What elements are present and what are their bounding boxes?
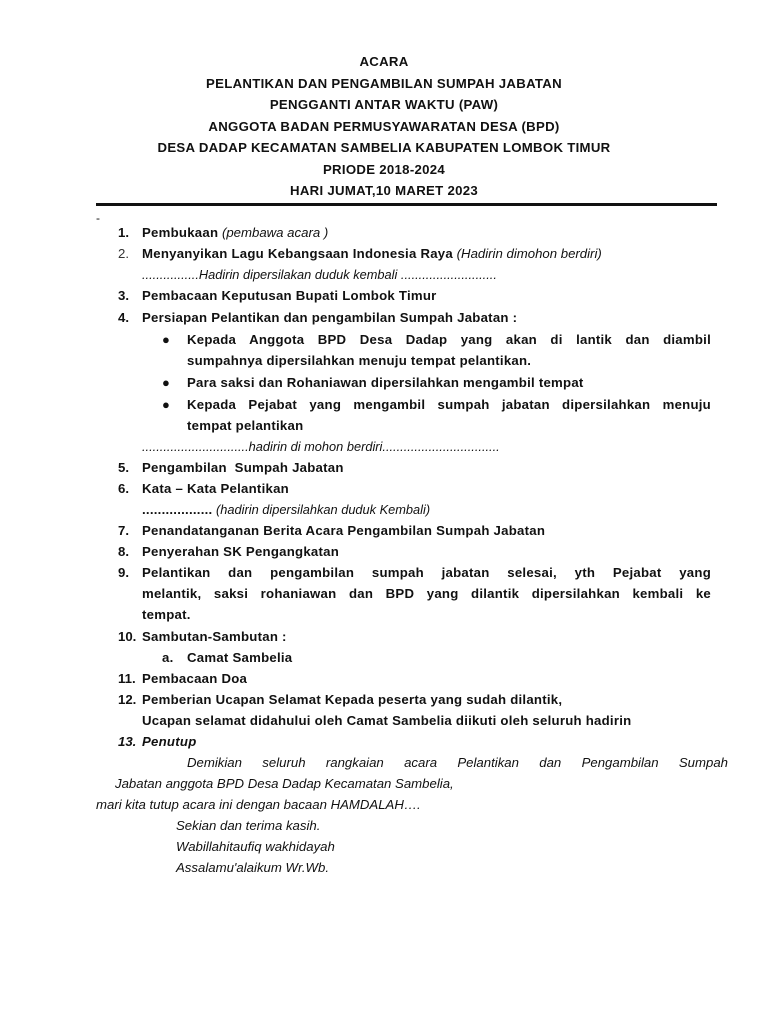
closing-salam: Assalamu'alaikum Wr.Wb.: [176, 860, 329, 875]
item-4-bullet-1-line-1: Kepada Anggota BPD Desa Dadap yang akan di lantik dan diambil: [187, 332, 711, 347]
item-number: 4.: [118, 310, 129, 325]
item-note: (hadirin dipersilahkan duduk Kembali): [212, 502, 431, 517]
header-bpd: ANGGOTA BADAN PERMUSYAWARATAN DESA (BPD): [208, 118, 560, 134]
item-text: Menyanyikan Lagu Kebangsaan Indonesia Raya: [142, 246, 453, 261]
item-4-bullet-3-line-1: Kepada Pejabat yang mengambil sumpah jabatan dipersilahkan menuju: [187, 397, 711, 412]
item-number: 5.: [118, 460, 129, 475]
document-header: [0, 51, 768, 202]
item-text: Sambutan-Sambutan :: [142, 629, 287, 644]
item-number: 7.: [118, 523, 129, 538]
item-4-instruction: ..............................hadirin di mohon berdiri.................................: [142, 439, 500, 454]
item-text: Pembacaan Keputusan Bupati Lombok Timur: [142, 288, 437, 303]
item-2-instruction: ................Hadirin dipersilakan duduk kembali ...........................: [142, 267, 497, 282]
header-paw: PENGGANTI ANTAR WAKTU (PAW): [269, 97, 499, 112]
item-text: Kata – Kata Pelantikan: [142, 481, 289, 496]
item-text: Penutup: [142, 734, 197, 749]
item-text: Pengambilan Sumpah Jabatan: [142, 460, 344, 475]
item-4-bullet-3-line-2: tempat pelantikan: [187, 418, 304, 433]
item-note: (Hadirin dimohon berdiri): [452, 246, 602, 261]
item-note: (pembawa acara ): [218, 225, 329, 240]
bullet-icon: ●: [162, 397, 170, 412]
sub-text: Camat Sambelia: [187, 650, 293, 665]
header-period: PRIODE 2018-2024: [322, 161, 446, 177]
item-text: Penyerahan SK Pengangkatan: [142, 544, 340, 559]
header-divider: [96, 203, 717, 206]
header-location: DESA DADAP KECAMATAN SAMBELIA KABUPATEN LOMBOK TIMUR: [157, 140, 611, 155]
item-number: 2.: [118, 246, 129, 261]
item-text: Pembukaan: [142, 225, 219, 240]
item-text: Pemberian Ucapan Selamat Kepada peserta yang sudah dilantik,: [142, 692, 563, 707]
closing-line-3: mari kita tutup acara ini dengan bacaan HAMDALAH….: [96, 797, 421, 812]
dots: ..................: [142, 502, 213, 517]
item-number: 6.: [118, 481, 129, 496]
item-text: Penandatanganan Berita Acara Pengambilan Sumpah Jabatan: [142, 523, 546, 538]
item-4-bullet-1-line-2: sumpahnya dipersilahkan menuju tempat pelantikan.: [187, 353, 532, 368]
item-text: Pembacaan Doa: [142, 671, 248, 686]
item-9-line-1: Pelantikan dan pengambilan sumpah jabatan selesai, yth Pejabat yang: [142, 565, 711, 580]
bullet-icon: ●: [162, 332, 170, 347]
header-date: HARI JUMAT,10 MARET 2023: [290, 183, 478, 198]
bullet-icon: ●: [162, 375, 170, 390]
stray-dash: -: [96, 211, 100, 225]
closing-wabillahi: Wabillahitaufiq wakhidayah: [176, 839, 335, 854]
item-number: 3.: [118, 288, 129, 303]
header-event: PELANTIKAN DAN PENGAMBILAN SUMPAH JABATAN: [206, 75, 562, 91]
item-9-line-2: melantik, saksi rohaniawan dan BPD yang dilantik dipersilahkan kembali ke: [142, 586, 711, 601]
header-title: ACARA: [359, 54, 409, 69]
item-number: 8.: [118, 544, 129, 559]
closing-line-2: Jabatan anggota BPD Desa Dadap Kecamatan Sambelia,: [115, 776, 454, 791]
item-4-bullet-2: Para saksi dan Rohaniawan dipersilahkan mengambil tempat: [187, 375, 584, 390]
item-9-line-3: tempat.: [142, 607, 191, 622]
sub-label: a.: [162, 650, 174, 665]
item-12-line-2: Ucapan selamat didahului oleh Camat Sambelia diikuti oleh seluruh hadirin: [142, 713, 632, 728]
closing-thanks: Sekian dan terima kasih.: [176, 818, 321, 833]
item-number: 13.: [118, 734, 137, 749]
item-number: 9.: [118, 565, 129, 580]
item-number: 12.: [118, 692, 137, 707]
item-text: Persiapan Pelantikan dan pengambilan Sumpah Jabatan :: [142, 310, 518, 325]
item-6-instruction: [142, 499, 430, 520]
closing-line-1: Demikian seluruh rangkaian acara Pelantikan dan Pengambilan Sumpah: [187, 755, 728, 770]
item-number: 10.: [118, 629, 137, 644]
item-number: 1.: [118, 225, 129, 240]
item-number: 11.: [118, 671, 136, 686]
